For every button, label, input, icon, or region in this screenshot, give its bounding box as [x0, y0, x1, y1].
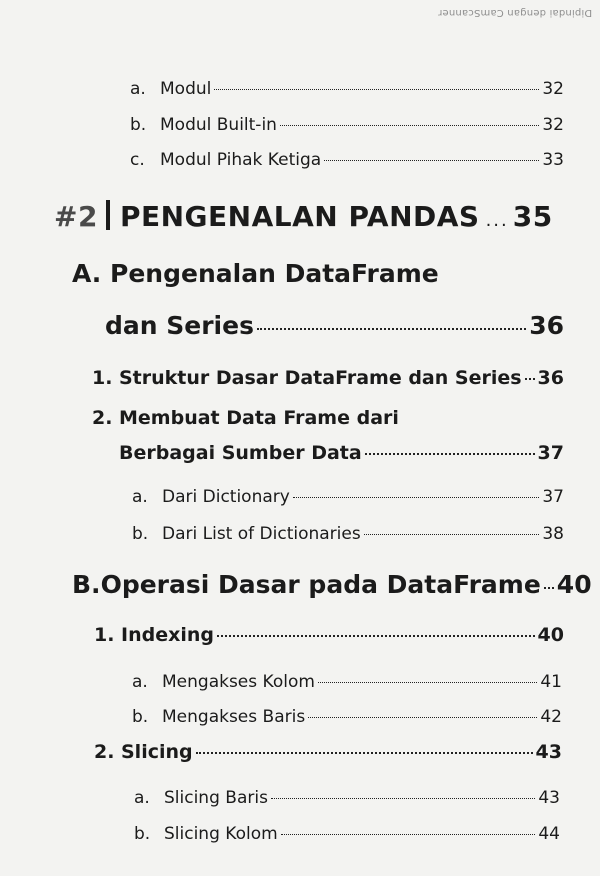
- section-a-title-line1[interactable]: [72, 259, 439, 288]
- entry-label: Indexing: [121, 624, 214, 646]
- entry-label: Membuat Data Frame dari: [119, 407, 399, 429]
- section-page: 40: [556, 570, 592, 599]
- dot-leader: [217, 635, 535, 637]
- entry-page: 32: [542, 79, 564, 99]
- entry-label: Slicing: [121, 741, 193, 763]
- entry-page: 42: [540, 707, 562, 727]
- entry-marker: a.: [130, 79, 146, 99]
- dot-leader: [308, 717, 537, 718]
- entry-label-continued: Berbagai Sumber Data: [119, 442, 362, 464]
- entry-page: 43: [535, 741, 562, 763]
- entry-marker: b.: [134, 824, 151, 844]
- entry-marker: b.: [130, 115, 147, 135]
- dot-leader: [271, 798, 535, 799]
- toc-entry-modul[interactable]: [130, 79, 564, 99]
- dot-leader: ...: [485, 210, 509, 231]
- toc-entry-slicing-baris[interactable]: [134, 788, 560, 808]
- entry-page: 41: [540, 672, 562, 692]
- dot-leader: [257, 328, 526, 330]
- entry-page: 44: [538, 824, 560, 844]
- chapter-heading[interactable]: [54, 196, 566, 233]
- toc-entry-mengakses-baris[interactable]: [132, 707, 562, 727]
- dot-leader: [280, 125, 539, 126]
- dot-leader: [525, 378, 535, 380]
- chapter-number: #2: [54, 200, 98, 233]
- entry-marker: b.: [132, 524, 149, 544]
- dot-leader: [214, 89, 539, 90]
- dot-leader: [196, 752, 533, 754]
- entry-label: Struktur Dasar DataFrame dan Series: [118, 367, 522, 389]
- toc-entry-modul-built-in[interactable]: [130, 115, 564, 135]
- section-page: 36: [529, 311, 564, 340]
- entry-label: Mengakses Baris: [162, 707, 306, 727]
- entry-label: Slicing Kolom: [164, 824, 278, 844]
- entry-marker: c.: [130, 150, 145, 170]
- entry-label: Modul: [160, 79, 212, 99]
- toc-entry-membuat-line1[interactable]: [92, 407, 399, 429]
- toc-entry-slicing[interactable]: [94, 741, 562, 763]
- dot-leader: [324, 160, 539, 161]
- section-b-title[interactable]: [72, 570, 592, 599]
- toc-entry-membuat-line2[interactable]: [119, 442, 564, 464]
- entry-page: 43: [538, 788, 560, 808]
- section-label: Pengenalan DataFrame: [110, 259, 439, 288]
- dot-leader: [293, 497, 540, 498]
- entry-marker: 2.: [94, 741, 115, 763]
- entry-page: 37: [537, 442, 564, 464]
- entry-label: Dari List of Dictionaries: [162, 524, 361, 544]
- toc-entry-slicing-kolom[interactable]: [134, 824, 560, 844]
- toc-entry-modul-pihak-ketiga[interactable]: [130, 150, 564, 170]
- chapter-title: PENGENALAN PANDAS: [119, 200, 480, 233]
- section-label-continued: dan Series: [105, 311, 254, 340]
- toc-entry-indexing[interactable]: [94, 624, 564, 646]
- entry-marker: a.: [132, 672, 148, 692]
- scanner-watermark: Dipindai dengan CamScanner: [437, 7, 592, 18]
- entry-marker: 2.: [92, 407, 113, 429]
- dot-leader: [281, 834, 536, 835]
- entry-label: Slicing Baris: [164, 788, 268, 808]
- dot-leader: [364, 534, 540, 535]
- entry-label: Mengakses Kolom: [162, 672, 315, 692]
- section-label: Operasi Dasar pada DataFrame: [100, 570, 541, 599]
- entry-label: Modul Pihak Ketiga: [160, 150, 322, 170]
- entry-page: 40: [537, 624, 564, 646]
- toc-entry-dari-dictionary[interactable]: [132, 487, 564, 507]
- entry-page: 38: [542, 524, 564, 544]
- entry-page: 36: [537, 367, 564, 389]
- chapter-divider: [106, 200, 110, 230]
- toc-entry-dari-list-of-dictionaries[interactable]: [132, 524, 564, 544]
- section-a-title-line2[interactable]: [105, 311, 564, 340]
- dot-leader: [365, 453, 535, 455]
- section-marker: A.: [72, 259, 102, 288]
- toc-entry-mengakses-kolom[interactable]: [132, 672, 562, 692]
- entry-marker: 1.: [92, 367, 113, 389]
- entry-marker: a.: [134, 788, 150, 808]
- dot-leader: [318, 682, 537, 683]
- entry-marker: a.: [132, 487, 148, 507]
- entry-label: Dari Dictionary: [162, 487, 290, 507]
- entry-marker: b.: [132, 707, 149, 727]
- entry-page: 33: [542, 150, 564, 170]
- dot-leader: [544, 587, 554, 589]
- entry-label: Modul Built-in: [160, 115, 277, 135]
- section-marker: B.: [72, 570, 101, 599]
- entry-page: 37: [542, 487, 564, 507]
- toc-entry-struktur-dasar[interactable]: [92, 367, 564, 389]
- entry-page: 32: [542, 115, 564, 135]
- entry-marker: 1.: [94, 624, 115, 646]
- chapter-page: 35: [512, 200, 553, 233]
